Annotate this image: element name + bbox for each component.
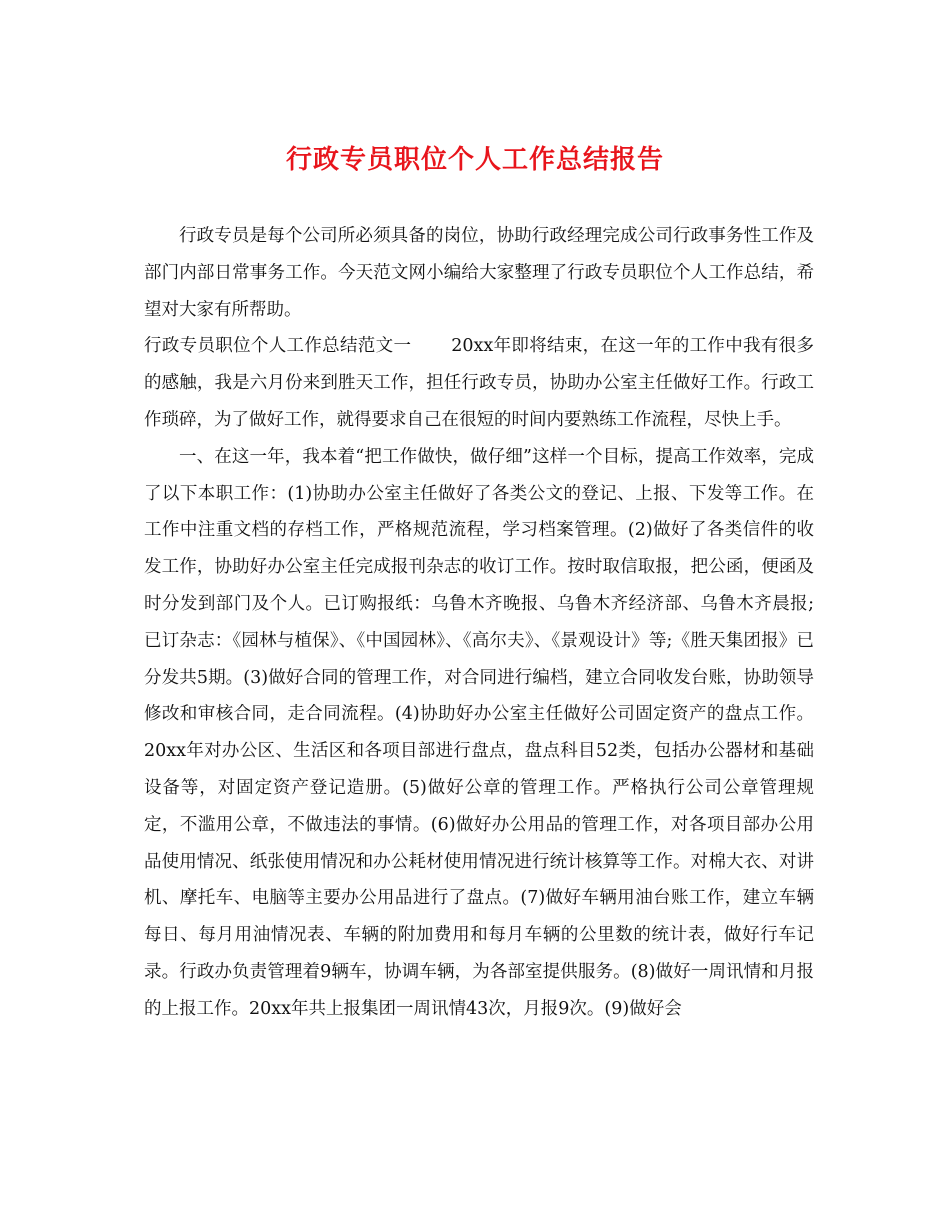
sample-opening: 20xx年即将结束，在这一年的工作中我有很多的感触，我是六月份来到胜天工作，担任行政专员，协助办公室主任做好工作。行政工作琐碎，为了做好工作，就得要求自己在很短的时间内要熟练工作流程，尽快上手。 — [144, 336, 814, 430]
sample-heading: 行政专员职位个人工作总结范文一 — [144, 336, 412, 357]
document-title: 行政专员职位个人工作总结报告 — [285, 145, 664, 175]
document-body — [144, 218, 814, 1028]
sample-paragraph — [144, 328, 814, 438]
intro-paragraph: 行政专员是每个公司所必须具备的岗位，协助行政经理完成公司行政事务性工作及部门内部日常事务工作。今天范文网小编给大家整理了行政专员职位个人工作总结，希望对大家有所帮助。 — [144, 226, 814, 320]
section-one-paragraph: 一、在这一年，我本着“把工作做快，做仔细”这样一个目标，提高工作效率，完成了以下本职工作：(1)协助办公室主任做好了各类公文的登记、上报、下发等工作。在工作中注重文档的存档工作，严格规范流程，学习档案管理。(2)做好了各类信件的收发工作，协助好办公室主任完成报刊杂志的收订工作。按时取信取报，把公函，便函及时分发到部门及个人。已订购报纸：乌鲁木齐晚报、乌鲁木齐经济部、乌鲁木齐晨报;已订杂志：《园林与植保》、《中国园林》、《高尔夫》、《景观设计》等;《胜天集团报》已分发共5期。(3)做好合同的管理工作，对合同进行编档，建立合同收发台账，协助领导修改和审核合同，走合同流程。(4)协助好办公室主任做好公司固定资产的盘点工作。20xx年对办公区、生活区和各项目部进行盘点，盘点科目52类，包括办公器材和基础设备等，对固定资产登记造册。(5)做好公章的管理工作。严格执行公司公章管理规定，不滥用公章，不做违法的事情。(6)做好办公用品的管理工作，对各项目部办公用品使用情况、纸张使用情况和办公耗材使用情况进行统计核算等工作。对棉大衣、对讲机、摩托车、电脑等主要办公用品进行了盘点。(7)做好车辆用油台账工作，建立车辆每日、每月用油情况表、车辆的附加费用和每月车辆的公里数的统计表，做好行车记录。行政办负责管理着9辆车，协调车辆，为各部室提供服务。(8)做好一周讯情和月报的上报工作。20xx年共上报集团一周讯情43次，月报9次。(9)做好会 — [144, 446, 814, 1019]
